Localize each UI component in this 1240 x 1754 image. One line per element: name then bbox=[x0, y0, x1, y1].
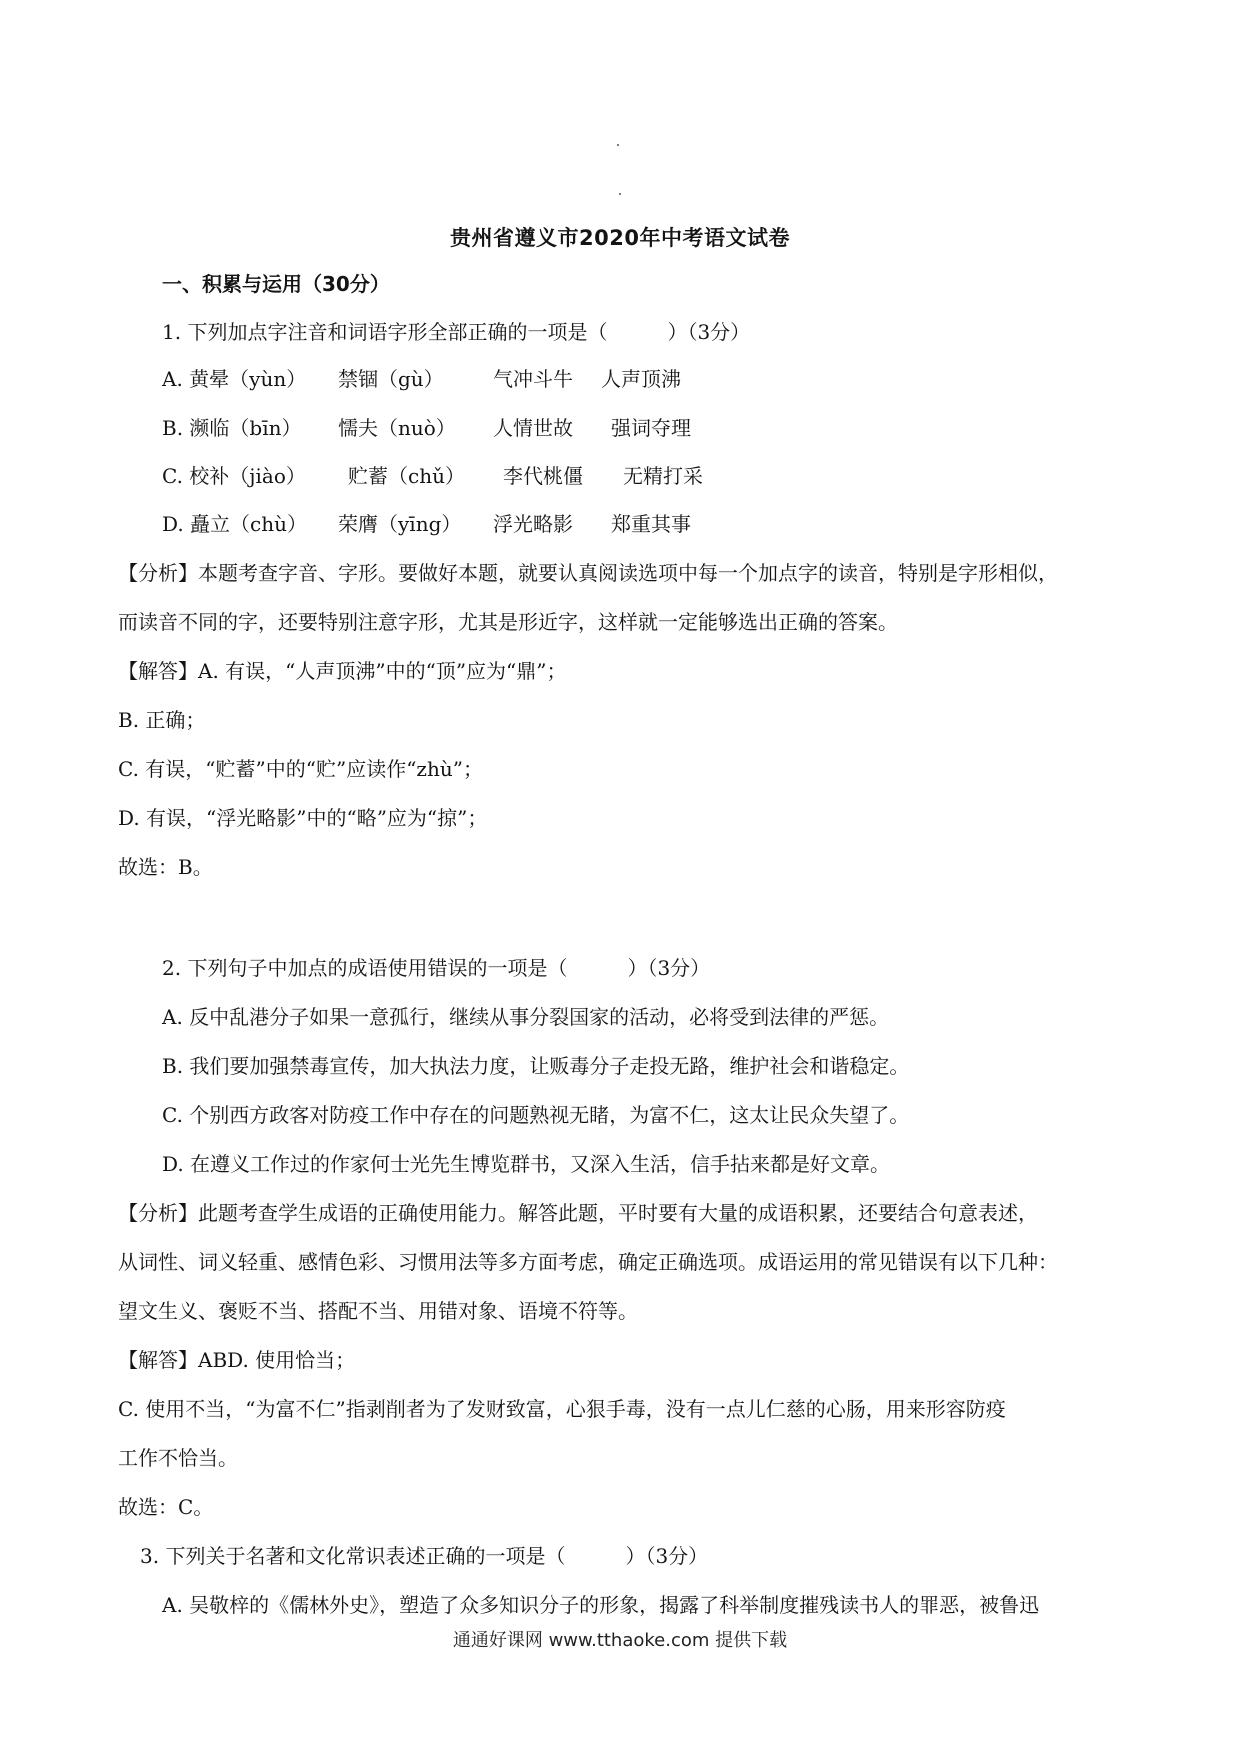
q1-answer-line: 【解答】A. 有误，“人声顶沸”中的“顶”应为“鼎”； bbox=[118, 659, 567, 683]
q2-stem: 2. 下列句子中加点的成语使用错误的一项是（ ）（3分） bbox=[162, 956, 711, 980]
scan-dot bbox=[617, 144, 619, 146]
q2-analysis-line: 【分析】此题考查学生成语的正确使用能力。解答此题，平时要有大量的成语积累，还要结合句意表述， bbox=[118, 1201, 1038, 1225]
q2-option-b: B. 我们要加强禁毒宣传，加大执法力度，让贩毒分子走投无路，维护社会和谐稳定。 bbox=[162, 1054, 910, 1078]
option-word: B. 濒临（bīn） bbox=[162, 416, 302, 440]
option-word: 李代桃僵 bbox=[503, 464, 583, 488]
q2-answer-line: 故选：C。 bbox=[118, 1495, 214, 1519]
q2-option-c: C. 个别西方政客对防疫工作中存在的问题熟视无睹，为富不仁，这太让民众失望了。 bbox=[162, 1103, 910, 1127]
q2-option-d: D. 在遵义工作过的作家何士光先生博览群书，又深入生活，信手拈来都是好文章。 bbox=[162, 1152, 891, 1176]
option-word: 荣膺（yīng） bbox=[338, 512, 462, 536]
q3-option-a: A. 吴敬梓的《儒林外史》，塑造了众多知识分子的形象，揭露了科举制度摧残读书人的罪恶，被鲁迅 bbox=[162, 1593, 1040, 1617]
q2-analysis-line: 从词性、词义轻重、感情色彩、习惯用法等多方面考虑，确定正确选项。成语运用的常见错误有以下几种： bbox=[118, 1250, 1058, 1274]
option-word: C. 校补（jiào） bbox=[162, 464, 306, 488]
scan-dot bbox=[619, 193, 621, 195]
q2-answer-line: C. 使用不当，“为富不仁”指剥削者为了发财致富，心狠手毒，没有一点儿仁慈的心肠，用来形容防疫 bbox=[118, 1397, 1006, 1421]
q2-analysis-line: 望文生义、褒贬不当、搭配不当、用错对象、语境不符等。 bbox=[118, 1299, 638, 1323]
option-word: 懦夫（nuò） bbox=[338, 416, 456, 440]
option-word: 郑重其事 bbox=[611, 512, 691, 536]
option-word: 无精打采 bbox=[623, 464, 703, 488]
section-heading: 一、积累与运用（30分） bbox=[162, 272, 390, 296]
q1-option-a bbox=[162, 365, 681, 393]
q1-stem: 1. 下列加点字注音和词语字形全部正确的一项是（ ）（3分） bbox=[162, 320, 751, 344]
q2-option-a: A. 反中乱港分子如果一意孤行，继续从事分裂国家的活动，必将受到法律的严惩。 bbox=[162, 1005, 890, 1029]
q1-answer-line: D. 有误，“浮光略影”中的“略”应为“掠”； bbox=[118, 806, 488, 830]
option-word: 人情世故 bbox=[493, 416, 573, 440]
q1-answer-line: B. 正确； bbox=[118, 708, 206, 732]
q2-answer-line: 【解答】ABD. 使用恰当； bbox=[118, 1348, 356, 1372]
q3-stem: 3. 下列关于名著和文化常识表述正确的一项是（ ）（3分） bbox=[140, 1544, 709, 1568]
option-word: 贮蓄（chǔ） bbox=[348, 464, 465, 488]
q1-answer-line: 故选：B。 bbox=[118, 855, 213, 879]
page-footer: 通通好课网 www.tthaoke.com 提供下载 bbox=[452, 1630, 788, 1651]
q1-option-d bbox=[162, 510, 691, 538]
option-word: 人声顶沸 bbox=[601, 367, 681, 391]
option-word: 禁锢（gù） bbox=[338, 367, 444, 391]
option-word: D. 矗立（chù） bbox=[162, 512, 307, 536]
option-word: A. 黄晕（yùn） bbox=[162, 367, 307, 391]
q1-option-b bbox=[162, 414, 691, 442]
q2-answer-line: 工作不恰当。 bbox=[118, 1446, 238, 1470]
q1-analysis-line-1: 【分析】本题考查字音、字形。要做好本题，就要认真阅读选项中每一个加点字的读音，特别是字形相似， bbox=[118, 561, 1058, 585]
option-word: 浮光略影 bbox=[493, 512, 573, 536]
page-title: 贵州省遵义市2020年中考语文试卷 bbox=[450, 226, 790, 250]
q1-option-c bbox=[162, 462, 703, 490]
option-word: 气冲斗牛 bbox=[493, 367, 573, 391]
q1-answer-line: C. 有误，“贮蓄”中的“贮”应读作“zhù”； bbox=[118, 757, 483, 781]
option-word: 强词夺理 bbox=[611, 416, 691, 440]
q1-analysis-line-2: 而读音不同的字，还要特别注意字形，尤其是形近字，这样就一定能够选出正确的答案。 bbox=[118, 610, 898, 634]
